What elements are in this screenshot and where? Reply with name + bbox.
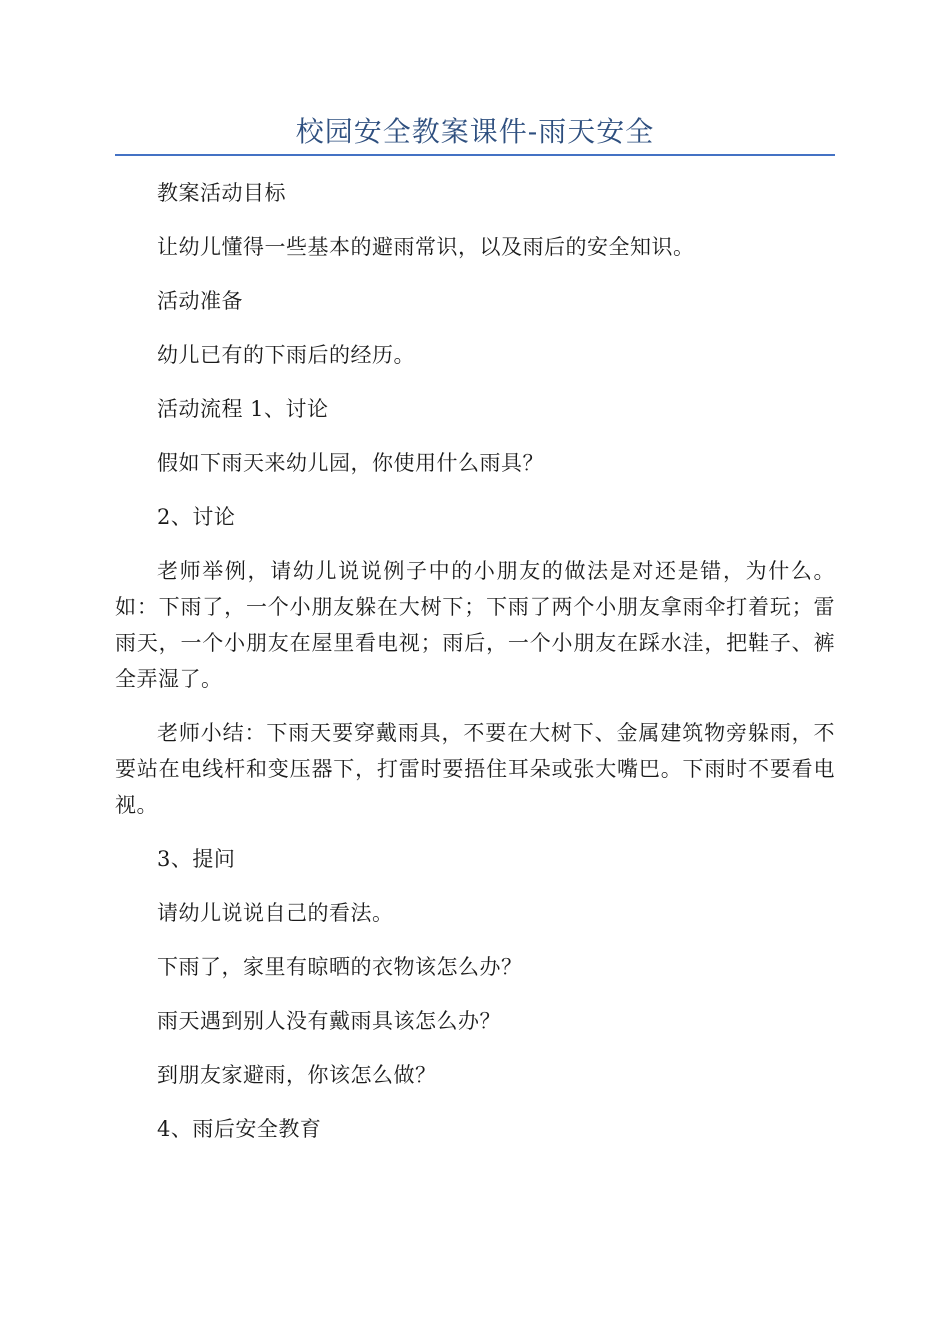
paragraph-question-no-umbrella: 雨天遇到别人没有戴雨具该怎么办？ xyxy=(157,1009,501,1033)
section-heading-process: 活动流程 1、讨论 xyxy=(157,397,329,421)
paragraph-teacher-summary: 老师小结：下雨天要穿戴雨具，不要在大树下、金属建筑物旁躲雨，不要站在电线杆和变压器下，打雷时要捂住耳朵或张大嘴巴。下雨时不要看电视。 xyxy=(115,721,835,817)
paragraph-question-laundry: 下雨了，家里有晾晒的衣物该怎么办？ xyxy=(157,955,523,979)
paragraph-preparation: 幼儿已有的下雨后的经历。 xyxy=(157,343,415,367)
paragraph-share-views: 请幼儿说说自己的看法。 xyxy=(157,901,394,925)
section-heading-preparation: 活动准备 xyxy=(157,289,243,313)
title-underline xyxy=(115,154,835,156)
document-title: 校园安全教案课件-雨天安全 xyxy=(295,115,655,148)
step-heading-questions: 3、提问 xyxy=(157,847,236,871)
paragraph-teacher-examples: 老师举例，请幼儿说说例子中的小朋友的做法是对还是错，为什么。如：下雨了，一个小朋友躲在大树下；下雨了两个小朋友拿雨伞打着玩；雷雨天，一个小朋友在屋里看电视；雨后，一个小朋友在踩水洼，把鞋子、裤全弄湿了。 xyxy=(115,559,835,691)
paragraph-goal: 让幼儿懂得一些基本的避雨常识，以及雨后的安全知识。 xyxy=(157,235,695,259)
step-heading-after-rain: 4、雨后安全教育 xyxy=(157,1117,322,1141)
document-body xyxy=(115,175,835,1165)
section-heading-goal: 教案活动目标 xyxy=(157,181,286,205)
step-heading-discussion: 2、讨论 xyxy=(157,505,236,529)
paragraph-question-friend-home: 到朋友家避雨，你该怎么做？ xyxy=(157,1063,437,1087)
paragraph-question-rain-gear: 假如下雨天来幼儿园，你使用什么雨具？ xyxy=(157,451,544,475)
